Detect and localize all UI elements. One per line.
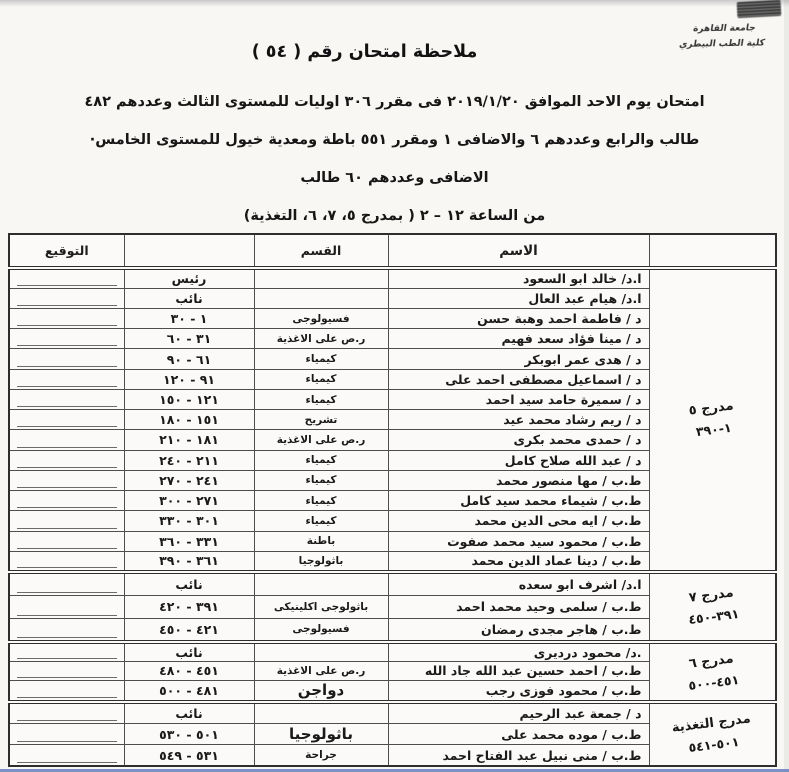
- signature-line: [17, 528, 117, 529]
- department: كيمياء: [254, 369, 388, 389]
- seat-range-or-role: ٥٣١ - ٥٤٩: [124, 745, 254, 766]
- seat-range-or-role: ٤٢١ - ٤٥٠: [124, 618, 254, 641]
- table-row: [9, 702, 776, 723]
- signature-cell: [9, 531, 124, 551]
- signature-line: [17, 507, 117, 508]
- seat-range-or-role: ٢١١ - ٢٤٠: [124, 450, 254, 470]
- signature-cell: [9, 511, 124, 531]
- department: جراحة: [254, 745, 388, 766]
- proctor-name: ا.د/ هيام عبد العال: [388, 288, 649, 308]
- seat-range-or-role: ١٨١ - ٢١٠: [124, 430, 254, 450]
- header-hall-cell: [649, 234, 776, 268]
- seat-range-or-role: ١٢١ - ١٥٠: [124, 389, 254, 409]
- cairo-university-emblem-icon: [737, 0, 782, 18]
- seat-range-or-role: نائب: [124, 288, 254, 308]
- roster-table: [8, 233, 777, 767]
- roster-table-header: [9, 234, 776, 268]
- department: باثولوجيا: [254, 551, 388, 571]
- proctor-name: ط.ب / منى نبيل عبد الفتاح احمد: [388, 745, 649, 766]
- signature-cell: [9, 410, 124, 430]
- signature-cell: [9, 430, 124, 450]
- hall-name: مدرج ٥: [687, 398, 735, 420]
- table-row: [9, 572, 776, 595]
- roster-section: [9, 642, 776, 702]
- signature-line: [17, 592, 117, 593]
- hall-label: [687, 397, 737, 443]
- seat-range-or-role: ٤٥١ - ٤٨٠: [124, 661, 254, 680]
- signature-cell: [9, 329, 124, 349]
- seat-range-or-role: ٣٠١ - ٣٣٠: [124, 511, 254, 531]
- proctor-name: ا.د/ خالد ابو السعود: [388, 268, 649, 288]
- department: تشريح: [254, 410, 388, 430]
- proctor-name: د / فاطمة احمد وهبة حسن: [388, 308, 649, 328]
- seat-range-or-role: رئيس: [124, 268, 254, 288]
- seat-range-or-role: نائب: [124, 642, 254, 661]
- proctor-name: ط.ب / ايه محى الدين محمد: [388, 511, 649, 531]
- department: [254, 642, 388, 661]
- signature-cell: [9, 268, 124, 288]
- department: [254, 268, 388, 288]
- signature-line: [17, 567, 117, 568]
- department: [254, 702, 388, 723]
- department: ر.ص على الاغذية: [254, 661, 388, 680]
- signature-line: [17, 720, 117, 721]
- department: كيمياء: [254, 491, 388, 511]
- seat-range-or-role: ٤٨١ - ٥٠٠: [124, 680, 254, 702]
- signature-cell: [9, 551, 124, 571]
- seat-range-or-role: ٢٤١ - ٢٧٠: [124, 470, 254, 490]
- hall-seat-range: ١-٣٩٠: [694, 419, 733, 440]
- hall-seat-range: ٤٥١-٥٠٠: [687, 671, 740, 693]
- letterhead-faculty: كلية الطب البيطري: [678, 38, 766, 51]
- scan-right-shade: [784, 0, 789, 772]
- signature-line: [17, 366, 117, 367]
- roster-section: [9, 702, 776, 766]
- signature-line: [17, 285, 117, 286]
- signature-cell: [9, 450, 124, 470]
- signature-cell: [9, 369, 124, 389]
- header-name: الاسم: [388, 234, 649, 268]
- proctor-name: ط.ب / سلمى وحيد محمد احمد: [388, 595, 649, 618]
- signature-cell: [9, 680, 124, 702]
- department: كيمياء: [254, 389, 388, 409]
- signature-cell: [9, 389, 124, 409]
- department: كيمياء: [254, 470, 388, 490]
- signature-cell: [9, 723, 124, 744]
- seat-range-or-role: ٩١ - ١٢٠: [124, 369, 254, 389]
- proctor-name: ط.ب / محمود فوزى رجب: [388, 680, 649, 702]
- department: ر.ص على الاغذية: [254, 329, 388, 349]
- signature-cell: [9, 661, 124, 680]
- seat-range-or-role: ٣٦١ - ٣٩٠: [124, 551, 254, 571]
- signature-cell: [9, 572, 124, 595]
- seat-range-or-role: ٣٣١ - ٣٦٠: [124, 531, 254, 551]
- seat-range-or-role: نائب: [124, 702, 254, 723]
- header-department: القسم: [254, 234, 388, 268]
- seat-range-or-role: نائب: [124, 572, 254, 595]
- proctor-name: ط.ب / احمد حسين عبد الله جاد الله: [388, 661, 649, 680]
- intro-line-1: امتحان يوم الاحد الموافق ٢٠١٩/١/٢٠ فى مقرر ٣٠٦ اوليات للمستوى الثالث وعددهم ٤٨٢: [84, 94, 705, 110]
- hall-name: مدرج التغذية: [670, 711, 752, 736]
- roster-section: [9, 268, 776, 572]
- proctor-name: .د/ محمود درديرى: [388, 642, 649, 661]
- proctor-name: د / جمعة عبد الرحيم: [388, 702, 649, 723]
- signature-line: [17, 447, 117, 448]
- department: [254, 288, 388, 308]
- proctor-name: ط.ب / مها منصور محمد: [388, 470, 649, 490]
- signature-line: [17, 658, 117, 659]
- proctor-name: ا.د/ اشرف ابو سعده: [388, 572, 649, 595]
- signature-cell: [9, 595, 124, 618]
- signature-line: [17, 548, 117, 549]
- hall-label: [670, 709, 754, 759]
- hall-cell: [649, 268, 776, 572]
- proctor-name: د / هدى عمر ابوبكر: [388, 349, 649, 369]
- proctor-name: د / ريم رشاد محمد عيد: [388, 410, 649, 430]
- signature-line: [17, 386, 117, 387]
- hall-name: مدرج ٦: [687, 650, 735, 672]
- seat-range-or-role: ٣٩١ - ٤٢٠: [124, 595, 254, 618]
- roster-section: [9, 572, 776, 642]
- seat-range-or-role: ٣١ - ٦٠: [124, 329, 254, 349]
- seat-range-or-role: ١ - ٣٠: [124, 308, 254, 328]
- signature-line: [17, 345, 117, 346]
- signature-line: [17, 762, 117, 763]
- signature-cell: [9, 349, 124, 369]
- proctor-name: د / عبد الله صلاح كامل: [388, 450, 649, 470]
- proctor-name: ط.ب / هاجر مجدى رمضان: [388, 618, 649, 641]
- department: فسيولوجى: [254, 618, 388, 641]
- hall-label: [684, 583, 740, 630]
- proctor-name: د / حمدى محمد بكرى: [388, 430, 649, 450]
- hall-label: [684, 649, 740, 696]
- hall-cell: [649, 702, 776, 766]
- seat-range-or-role: ٥٠١ - ٥٣٠: [124, 723, 254, 744]
- table-row: [9, 268, 776, 288]
- proctor-name: د / سميرة حامد سيد احمد: [388, 389, 649, 409]
- signature-cell: [9, 702, 124, 723]
- proctor-name: ط.ب / دينا عماد الدين محمد: [388, 551, 649, 571]
- signature-cell: [9, 642, 124, 661]
- signature-line: [17, 406, 117, 407]
- seat-range-or-role: ٢٧١ - ٣٠٠: [124, 491, 254, 511]
- signature-line: [17, 637, 117, 638]
- signature-cell: [9, 618, 124, 641]
- table-row: [9, 642, 776, 661]
- proctor-name: د / مينا فؤاد سعد فهيم: [388, 329, 649, 349]
- hall-seat-range: ٥٠١-٥٤١: [687, 733, 740, 755]
- department: باثولوجيا: [254, 723, 388, 744]
- department: كيمياء: [254, 349, 388, 369]
- signature-line: [17, 677, 117, 678]
- hall-cell: [649, 572, 776, 642]
- hall-cell: [649, 642, 776, 702]
- signature-cell: [9, 308, 124, 328]
- intro-line-4: من الساعة ١٢ – ٢ ( بمدرج ٥، ٧، ٦، التغذية): [243, 208, 546, 224]
- signature-cell: [9, 470, 124, 490]
- seat-range-or-role: ٦١ - ٩٠: [124, 349, 254, 369]
- proctor-name: ط.ب / محمود سيد محمد صفوت: [388, 531, 649, 551]
- department: دواجن: [254, 680, 388, 702]
- signature-line: [17, 325, 117, 326]
- letterhead-university: جامعة القاهرة: [692, 23, 757, 35]
- proctor-name: ط.ب / شيماء محمد سيد كامل: [388, 491, 649, 511]
- department: فسيولوجى: [254, 308, 388, 328]
- signature-line: [17, 741, 117, 742]
- signature-line: [17, 615, 117, 616]
- department: [254, 572, 388, 595]
- department: باثولوجى اكلينيكى: [254, 595, 388, 618]
- signature-line: [17, 697, 117, 698]
- scan-top-shade: [0, 0, 789, 7]
- department: كيمياء: [254, 511, 388, 531]
- signature-line: [17, 305, 117, 306]
- document-title: ملاحظة امتحان رقم ( ٥٤ ): [251, 42, 478, 62]
- header-range-cell: [124, 234, 254, 268]
- header-row: [9, 234, 776, 268]
- department: ر.ص على الاغذية: [254, 430, 388, 450]
- seat-range-or-role: ١٥١ - ١٨٠: [124, 410, 254, 430]
- department: باطنة: [254, 531, 388, 551]
- signature-line: [17, 467, 117, 468]
- intro-line-3: الاضافى وعددهم ٦٠ طالب: [300, 170, 489, 186]
- proctor-name: ط.ب / موده محمد على: [388, 723, 649, 744]
- signature-line: [17, 426, 117, 427]
- hall-seat-range: ٣٩١-٤٥٠: [687, 606, 740, 628]
- proctor-name: د / اسماعيل مصطفى احمد على: [388, 369, 649, 389]
- intro-line-2: طالب والرابع وعددهم ٦ والاضافى ١ ومقرر ٥٥١ باطة ومعدية خيول للمستوى الخامس·: [89, 132, 700, 148]
- intro-paragraph: [14, 86, 775, 238]
- department: كيمياء: [254, 450, 388, 470]
- signature-cell: [9, 288, 124, 308]
- signature-cell: [9, 745, 124, 766]
- signature-line: [17, 487, 117, 488]
- hall-name: مدرج ٧: [687, 585, 735, 607]
- signature-cell: [9, 491, 124, 511]
- header-signature: التوقيع: [9, 234, 124, 268]
